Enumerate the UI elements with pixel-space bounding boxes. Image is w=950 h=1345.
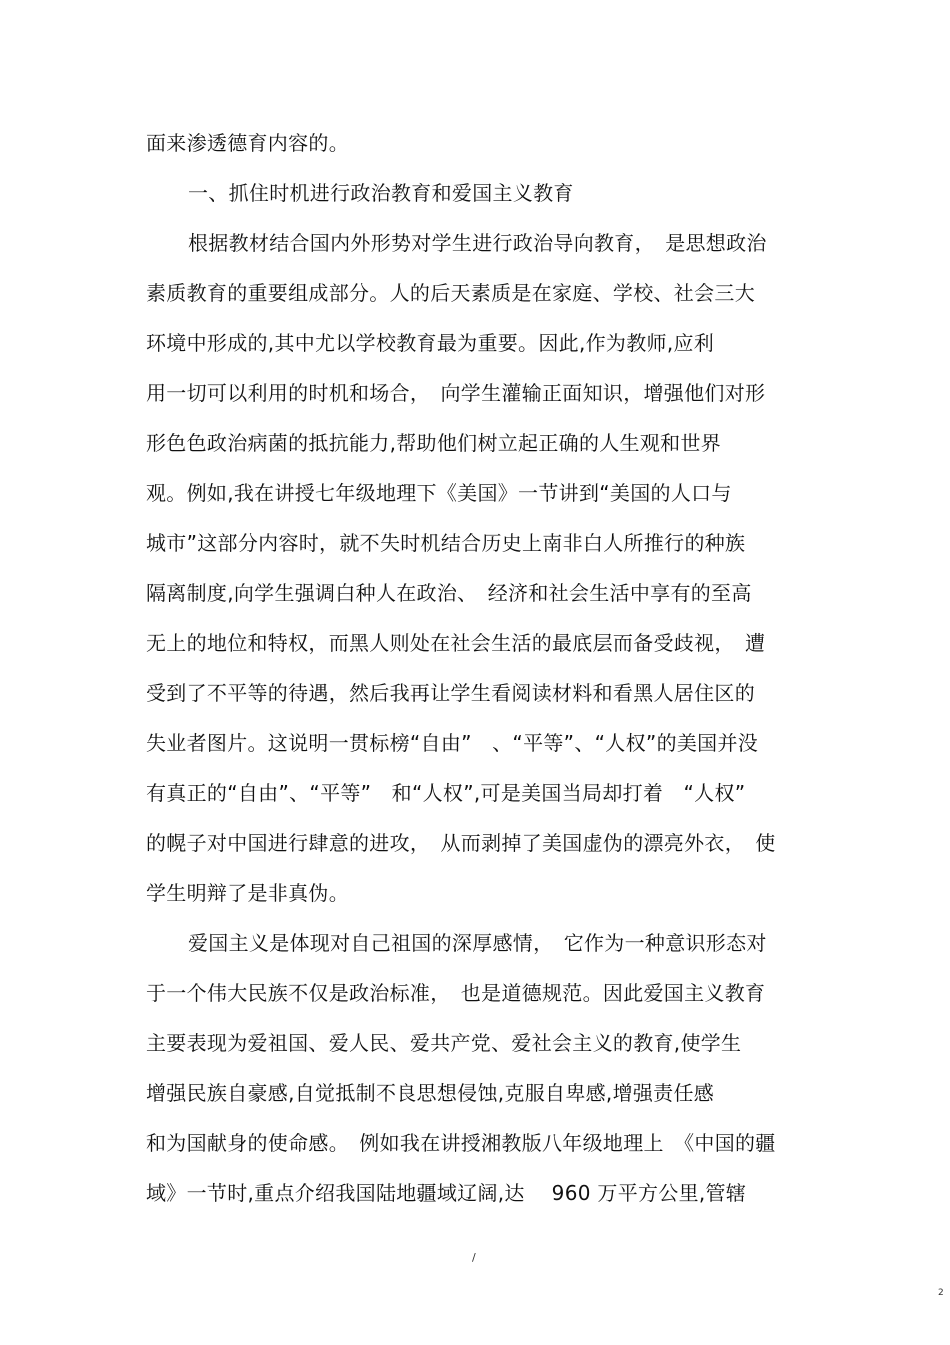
text-line: 形色色政治病菌的抵抗能力,帮助他们树立起正确的人生观和世界 bbox=[146, 431, 722, 455]
text-line: 主要表现为爱祖国、爱人民、爱共产党、爱社会主义的教育,使学生 bbox=[146, 1031, 742, 1055]
text-line: 有真正的“自由”、“平等” 和“人权”,可是美国当局却打着 “人权” bbox=[146, 781, 746, 805]
text-line: 无上的地位和特权，而黑人则处在社会生活的最底层而备受歧视， 遭 bbox=[146, 631, 766, 655]
text-line: 城市”这部分内容时，就不失时机结合历史上南非白人所推行的种族 bbox=[146, 531, 746, 555]
text-line: 增强民族自豪感,自觉抵制不良思想侵蚀,克服自卑感,增强责任感 bbox=[146, 1081, 715, 1105]
text-line: 失业者图片。这说明一贯标榜“自由” 、“平等”、“人权”的美国并没 bbox=[146, 731, 759, 755]
text-line: 素质教育的重要组成部分。人的后天素质是在家庭、学校、社会三大 bbox=[146, 281, 755, 305]
text-line: 域》一节时,重点介绍我国陆地疆域辽阔,达 960 万平方公里,管辖 bbox=[146, 1181, 747, 1205]
text-line: 隔离制度,向学生强调白种人在政治、 经济和社会生活中享有的至高 bbox=[146, 581, 752, 605]
text-line: 环境中形成的,其中尤以学校教育最为重要。因此,作为教师,应利 bbox=[146, 331, 715, 355]
text-line: 用一切可以利用的时机和场合， 向学生灌输正面知识，增强他们对形 bbox=[146, 381, 766, 405]
text-line: 受到了不平等的待遇，然后我再让学生看阅读材料和看黑人居住区的 bbox=[146, 681, 755, 705]
text-line: 于一个伟大民族不仅是政治标准， 也是道德规范。因此爱国主义教育 bbox=[146, 981, 766, 1005]
text-line: 根据教材结合国内外形势对学生进行政治导向教育， 是思想政治 bbox=[188, 231, 767, 255]
text-line: 学生明辩了是非真伪。 bbox=[146, 881, 349, 905]
section-heading: 一、抓住时机进行政治教育和爱国主义教育 bbox=[188, 181, 574, 205]
text-line: 爱国主义是体现对自己祖国的深厚感情， 它作为一种意识形态对 bbox=[188, 931, 767, 955]
text-line: 观。例如,我在讲授七年级地理下《美国》一节讲到“美国的人口与 bbox=[146, 481, 732, 505]
footer-mark: / bbox=[472, 1251, 476, 1264]
text-line: 和为国献身的使命感。 例如我在讲授湘教版八年级地理上 《中国的疆 bbox=[146, 1131, 776, 1155]
page-number: 2 bbox=[938, 1288, 944, 1298]
text-line: 面来渗透德育内容的。 bbox=[146, 131, 349, 155]
text-line: 的幌子对中国进行肆意的进攻， 从而剥掉了美国虚伪的漂亮外衣， 使 bbox=[146, 831, 776, 855]
